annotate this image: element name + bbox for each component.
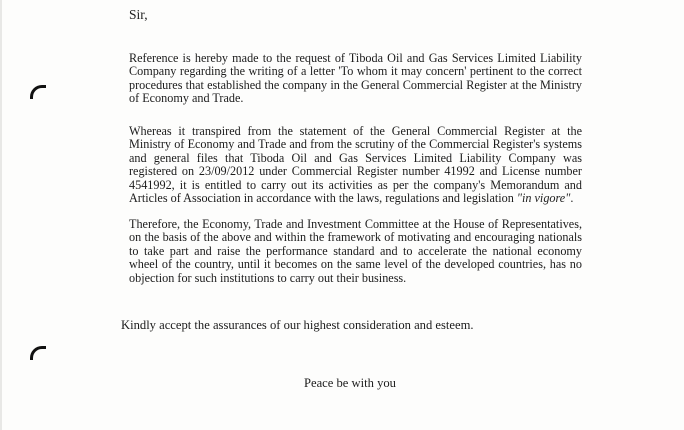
- in-vigore-term: "in vigore": [516, 191, 571, 206]
- punch-hole-mark-top: [30, 85, 46, 99]
- salutation: Sir,: [129, 7, 148, 22]
- paragraph-therefore: Therefore, the Economy, Trade and Investment Committee at the House of Representatives, on the basis of the above and within the framework of motivating and encouraging nationals to take part and raise the performance standard and to accelerate the national economy wheel of the country, until it becomes on the same level of the developed countries, has no objection for such institutions to carry out their business.: [129, 217, 582, 285]
- paragraph-whereas-end: .: [570, 191, 574, 206]
- punch-hole-mark-bottom: [30, 346, 46, 360]
- paragraph-whereas-text: Whereas it transpired from the statement of the General Commercial Register at the Ministry of Economy and Trade and from the scrutiny of the Commercial Register's systems and general files that Tiboda Oil and Gas Services Limited Liability Company was registered on 23/09/2012 under Commercial Register number 41992 and License number 4541992, it is entitled to carry out its activities as per the company's Memorandum and Articles of Association in accordance with the laws, regulations and legislation: [129, 124, 582, 206]
- closing-line: Kindly accept the assurances of our highest consideration and esteem.: [121, 318, 474, 332]
- paragraph-reference: Reference is hereby made to the request of Tiboda Oil and Gas Services Limited Liability Company regarding the writing of a letter 'To whom it may concern' pertinent to the correct procedures that established the company in the General Commercial Register at the Ministry of Economy and Trade.: [129, 51, 582, 106]
- scan-edge: [0, 0, 2, 430]
- valediction: Peace be with you: [304, 376, 396, 390]
- paragraph-whereas: [129, 125, 582, 205]
